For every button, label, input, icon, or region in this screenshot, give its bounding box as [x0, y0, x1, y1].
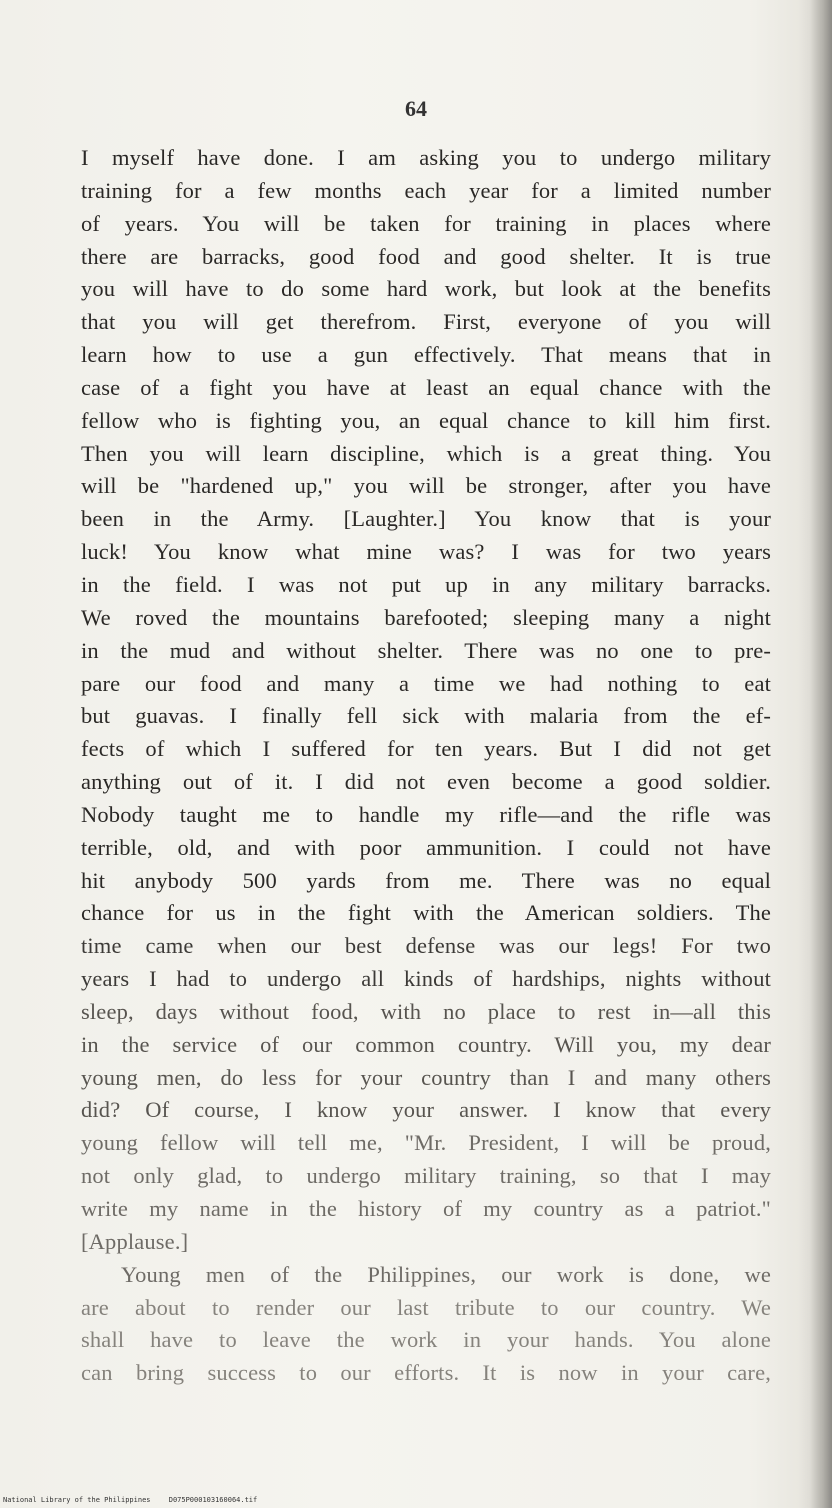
text-line: We roved the mountains barefooted; sleeping many a night: [81, 604, 771, 630]
text-line: training for a few months each year for a limited number: [81, 177, 771, 203]
text-line: can bring success to our efforts. It is now in your care,: [81, 1360, 771, 1386]
text-line: shall have to leave the work in your hands. You alone: [81, 1327, 771, 1353]
text-line: in the service of our common country. Will you, my dear: [81, 1031, 771, 1057]
body-text: [81, 142, 771, 1390]
footer-filename: D075P000103160064.tif: [168, 1496, 258, 1504]
text-line: not only glad, to undergo military training, so that I may: [81, 1163, 771, 1189]
text-line: time came when our best defense was our legs! For two: [81, 933, 771, 959]
text-line-applause: [Applause.]: [81, 1228, 189, 1254]
text-line: pare our food and many a time we had nothing to eat: [81, 670, 771, 696]
scan-footer: [3, 1496, 257, 1504]
text-line: in the field. I was not put up in any military barracks.: [81, 571, 771, 597]
text-line: fellow who is fighting you, an equal chance to kill him first.: [81, 407, 771, 433]
text-line: Then you will learn discipline, which is a great thing. You: [81, 440, 771, 466]
text-line: there are barracks, good food and good shelter. It is true: [81, 243, 771, 269]
text-line: case of a fight you have at least an equal chance with the: [81, 374, 771, 400]
text-line: luck! You know what mine was? I was for two years: [81, 539, 771, 565]
text-line: years I had to undergo all kinds of hardships, nights without: [81, 966, 771, 992]
text-line: did? Of course, I know your answer. I know that every: [81, 1097, 771, 1123]
text-line: sleep, days without food, with no place to rest in—all this: [81, 998, 771, 1024]
page-number: 64: [405, 96, 427, 121]
text-line: fects of which I suffered for ten years. But I did not get: [81, 736, 771, 762]
text-line: Nobody taught me to handle my rifle—and the rifle was: [81, 801, 771, 827]
text-line: will be "hardened up," you will be stronger, after you have: [81, 473, 771, 499]
text-line-paragraph-start: Young men of the Philippines, our work is done, we: [121, 1261, 771, 1287]
text-line: young men, do less for your country than I and many others: [81, 1064, 771, 1090]
text-line: of years. You will be taken for training in places where: [81, 210, 771, 236]
text-line: write my name in the history of my country as a patriot.": [81, 1196, 771, 1221]
text-line: anything out of it. I did not even become a good soldier.: [81, 769, 771, 795]
text-line: been in the Army. [Laughter.] You know that is your: [81, 506, 771, 532]
page-edge-shadow: [810, 0, 832, 1508]
text-line: in the mud and without shelter. There was no one to pre-: [81, 637, 771, 663]
text-line: chance for us in the fight with the American soldiers. The: [81, 900, 771, 926]
text-line: hit anybody 500 yards from me. There was no equal: [81, 867, 771, 893]
text-line: that you will get therefrom. First, everyone of you will: [81, 309, 771, 335]
text-line: I myself have done. I am asking you to undergo military: [81, 145, 771, 170]
text-line: are about to render our last tribute to our country. We: [81, 1294, 771, 1320]
text-line: you will have to do some hard work, but look at the benefits: [81, 276, 771, 302]
text-line: learn how to use a gun effectively. That means that in: [81, 342, 771, 368]
text-line: terrible, old, and with poor ammunition. I could not have: [81, 834, 771, 860]
text-line: but guavas. I finally fell sick with malaria from the ef-: [81, 703, 771, 729]
footer-library: National Library of the Philippines: [3, 1496, 151, 1504]
text-line: young fellow will tell me, "Mr. President, I will be proud,: [81, 1130, 771, 1156]
